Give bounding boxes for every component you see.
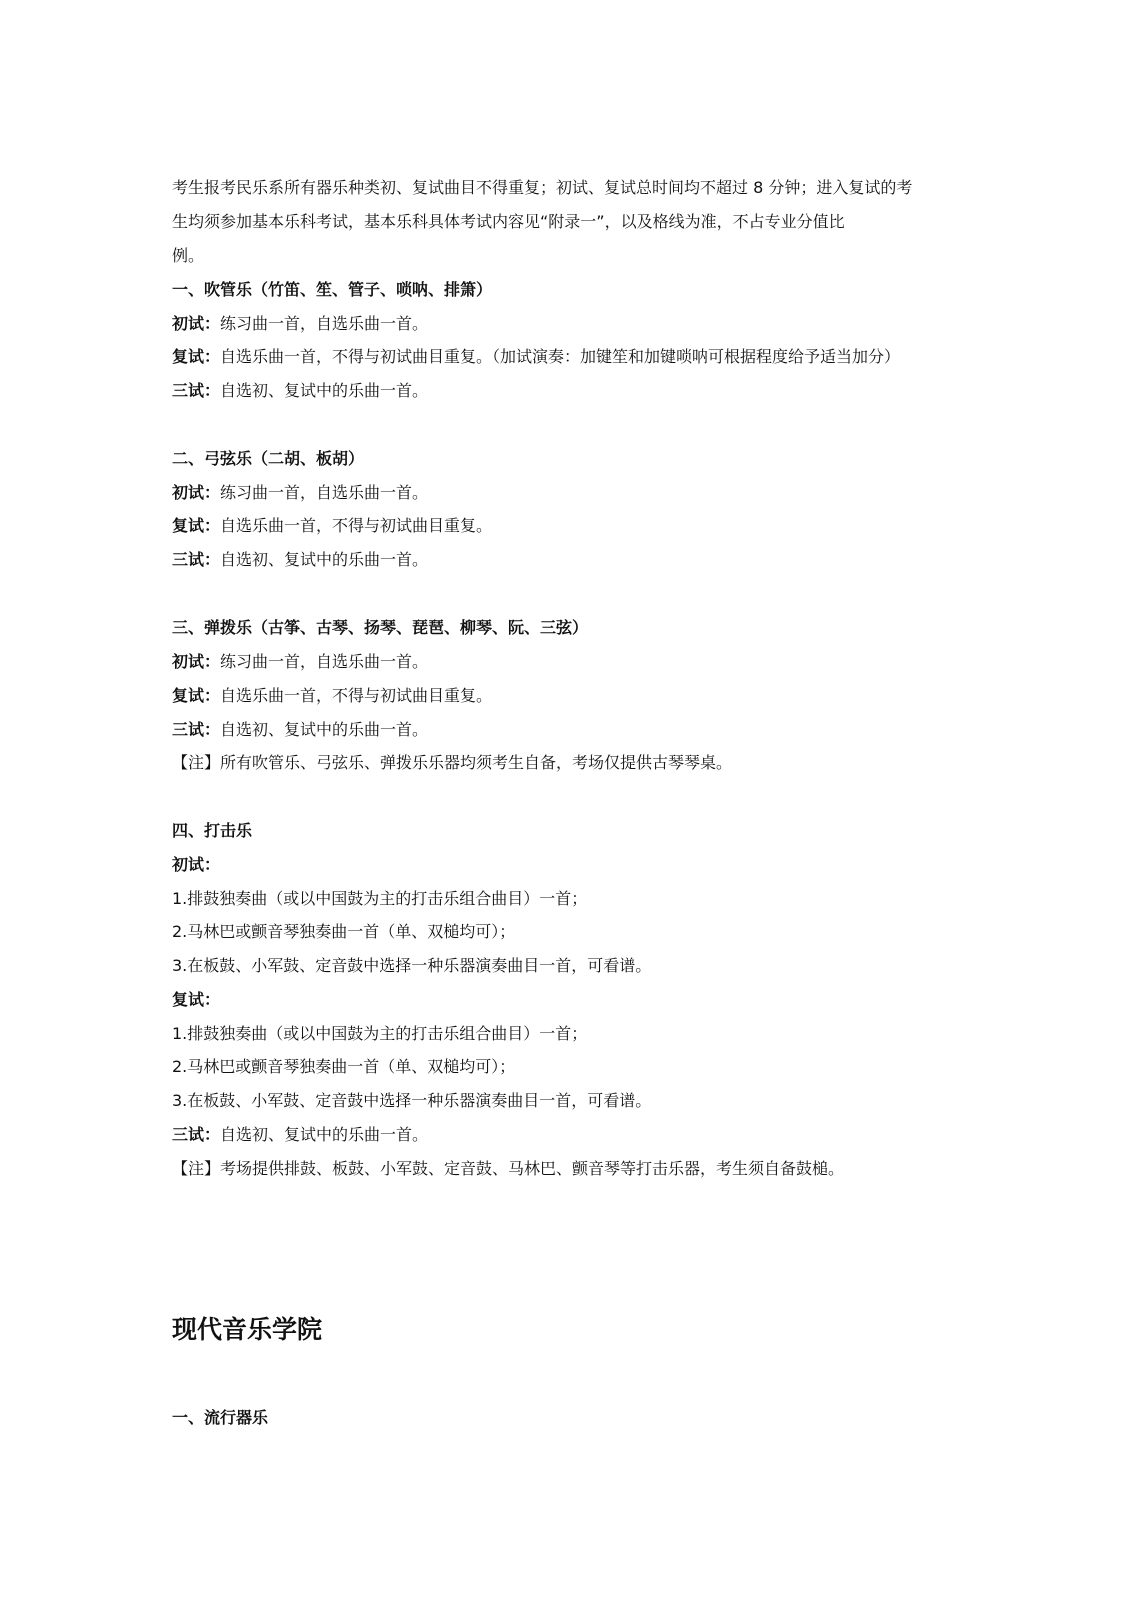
section4-second-label: 复试： [172, 990, 221, 1009]
section3-round1 [172, 652, 428, 672]
section4-second-item: 2.马林巴或颤音琴独奏曲一首（单、双槌均可）； [172, 1057, 516, 1076]
college-sub-heading: 一、流行器乐 [172, 1408, 269, 1427]
section4-second-item: 1.排鼓独奏曲（或以中国鼓为主的打击乐组合曲目）一首； [172, 1024, 588, 1043]
round-text: 练习曲一首，自选乐曲一首。 [220, 483, 429, 502]
section4-prelim-item: 1.排鼓独奏曲（或以中国鼓为主的打击乐组合曲目）一首； [172, 889, 588, 908]
intro-line-1: 考生报考民乐系所有器乐种类初、复试曲目不得重复；初试、复试总时间均不超过 8 分钟；进入复试的考 [172, 178, 913, 197]
section1-round3 [172, 381, 428, 401]
section4-prelim-item: 2.马林巴或颤音琴独奏曲一首（单、双槌均可）； [172, 922, 516, 941]
section2-round3 [172, 550, 428, 570]
intro-line-3: 例。 [172, 246, 205, 265]
round-label: 复试： [172, 347, 221, 366]
round-label: 三试： [172, 720, 221, 739]
section4-heading: 四、打击乐 [172, 821, 253, 840]
section1-round1 [172, 314, 428, 334]
round-text: 自选初、复试中的乐曲一首。 [220, 720, 429, 739]
round-label: 初试： [172, 314, 221, 333]
section4-round3 [172, 1125, 428, 1145]
section2-heading: 二、弓弦乐（二胡、板胡） [172, 449, 365, 468]
section4-prelim-item: 3.在板鼓、小军鼓、定音鼓中选择一种乐器演奏曲目一首，可看谱。 [172, 956, 652, 975]
section1-round2 [172, 347, 900, 367]
section1-heading: 一、吹管乐（竹笛、笙、管子、唢呐、排箫） [172, 280, 493, 299]
section4-note: 【注】考场提供排鼓、板鼓、小军鼓、定音鼓、马林巴、颤音琴等打击乐器，考生须自备鼓槌。 [172, 1159, 845, 1178]
round-label: 初试： [172, 652, 221, 671]
round-text: 自选乐曲一首，不得与初试曲目重复。（加试演奏：加键笙和加键唢呐可根据程度给予适当加分） [220, 347, 901, 366]
round-label: 复试： [172, 516, 221, 535]
section4-second-item: 3.在板鼓、小军鼓、定音鼓中选择一种乐器演奏曲目一首，可看谱。 [172, 1091, 652, 1110]
college-title: 现代音乐学院 [172, 1315, 323, 1344]
round-text: 自选初、复试中的乐曲一首。 [220, 381, 429, 400]
section3-round2 [172, 686, 492, 706]
round-label: 初试： [172, 483, 221, 502]
round-text: 自选乐曲一首，不得与初试曲目重复。 [220, 686, 493, 705]
round-text: 自选初、复试中的乐曲一首。 [220, 550, 429, 569]
section2-round2 [172, 516, 492, 536]
round-label: 三试： [172, 1125, 221, 1144]
section3-round3 [172, 720, 428, 740]
section2-round1 [172, 483, 428, 503]
round-text: 练习曲一首，自选乐曲一首。 [220, 652, 429, 671]
round-text: 练习曲一首，自选乐曲一首。 [220, 314, 429, 333]
section4-prelim-label: 初试： [172, 855, 221, 874]
round-label: 三试： [172, 381, 221, 400]
section3-heading: 三、弹拨乐（古筝、古琴、扬琴、琵琶、柳琴、阮、三弦） [172, 618, 589, 637]
round-text: 自选初、复试中的乐曲一首。 [220, 1125, 429, 1144]
round-text: 自选乐曲一首，不得与初试曲目重复。 [220, 516, 493, 535]
round-label: 复试： [172, 686, 221, 705]
round-label: 三试： [172, 550, 221, 569]
intro-line-2: 生均须参加基本乐科考试，基本乐科具体考试内容见“附录一”，以及格线为准，不占专业分值比 [172, 212, 845, 231]
section3-note: 【注】所有吹管乐、弓弦乐、弹拨乐乐器均须考生自备，考场仅提供古琴琴桌。 [172, 753, 733, 772]
